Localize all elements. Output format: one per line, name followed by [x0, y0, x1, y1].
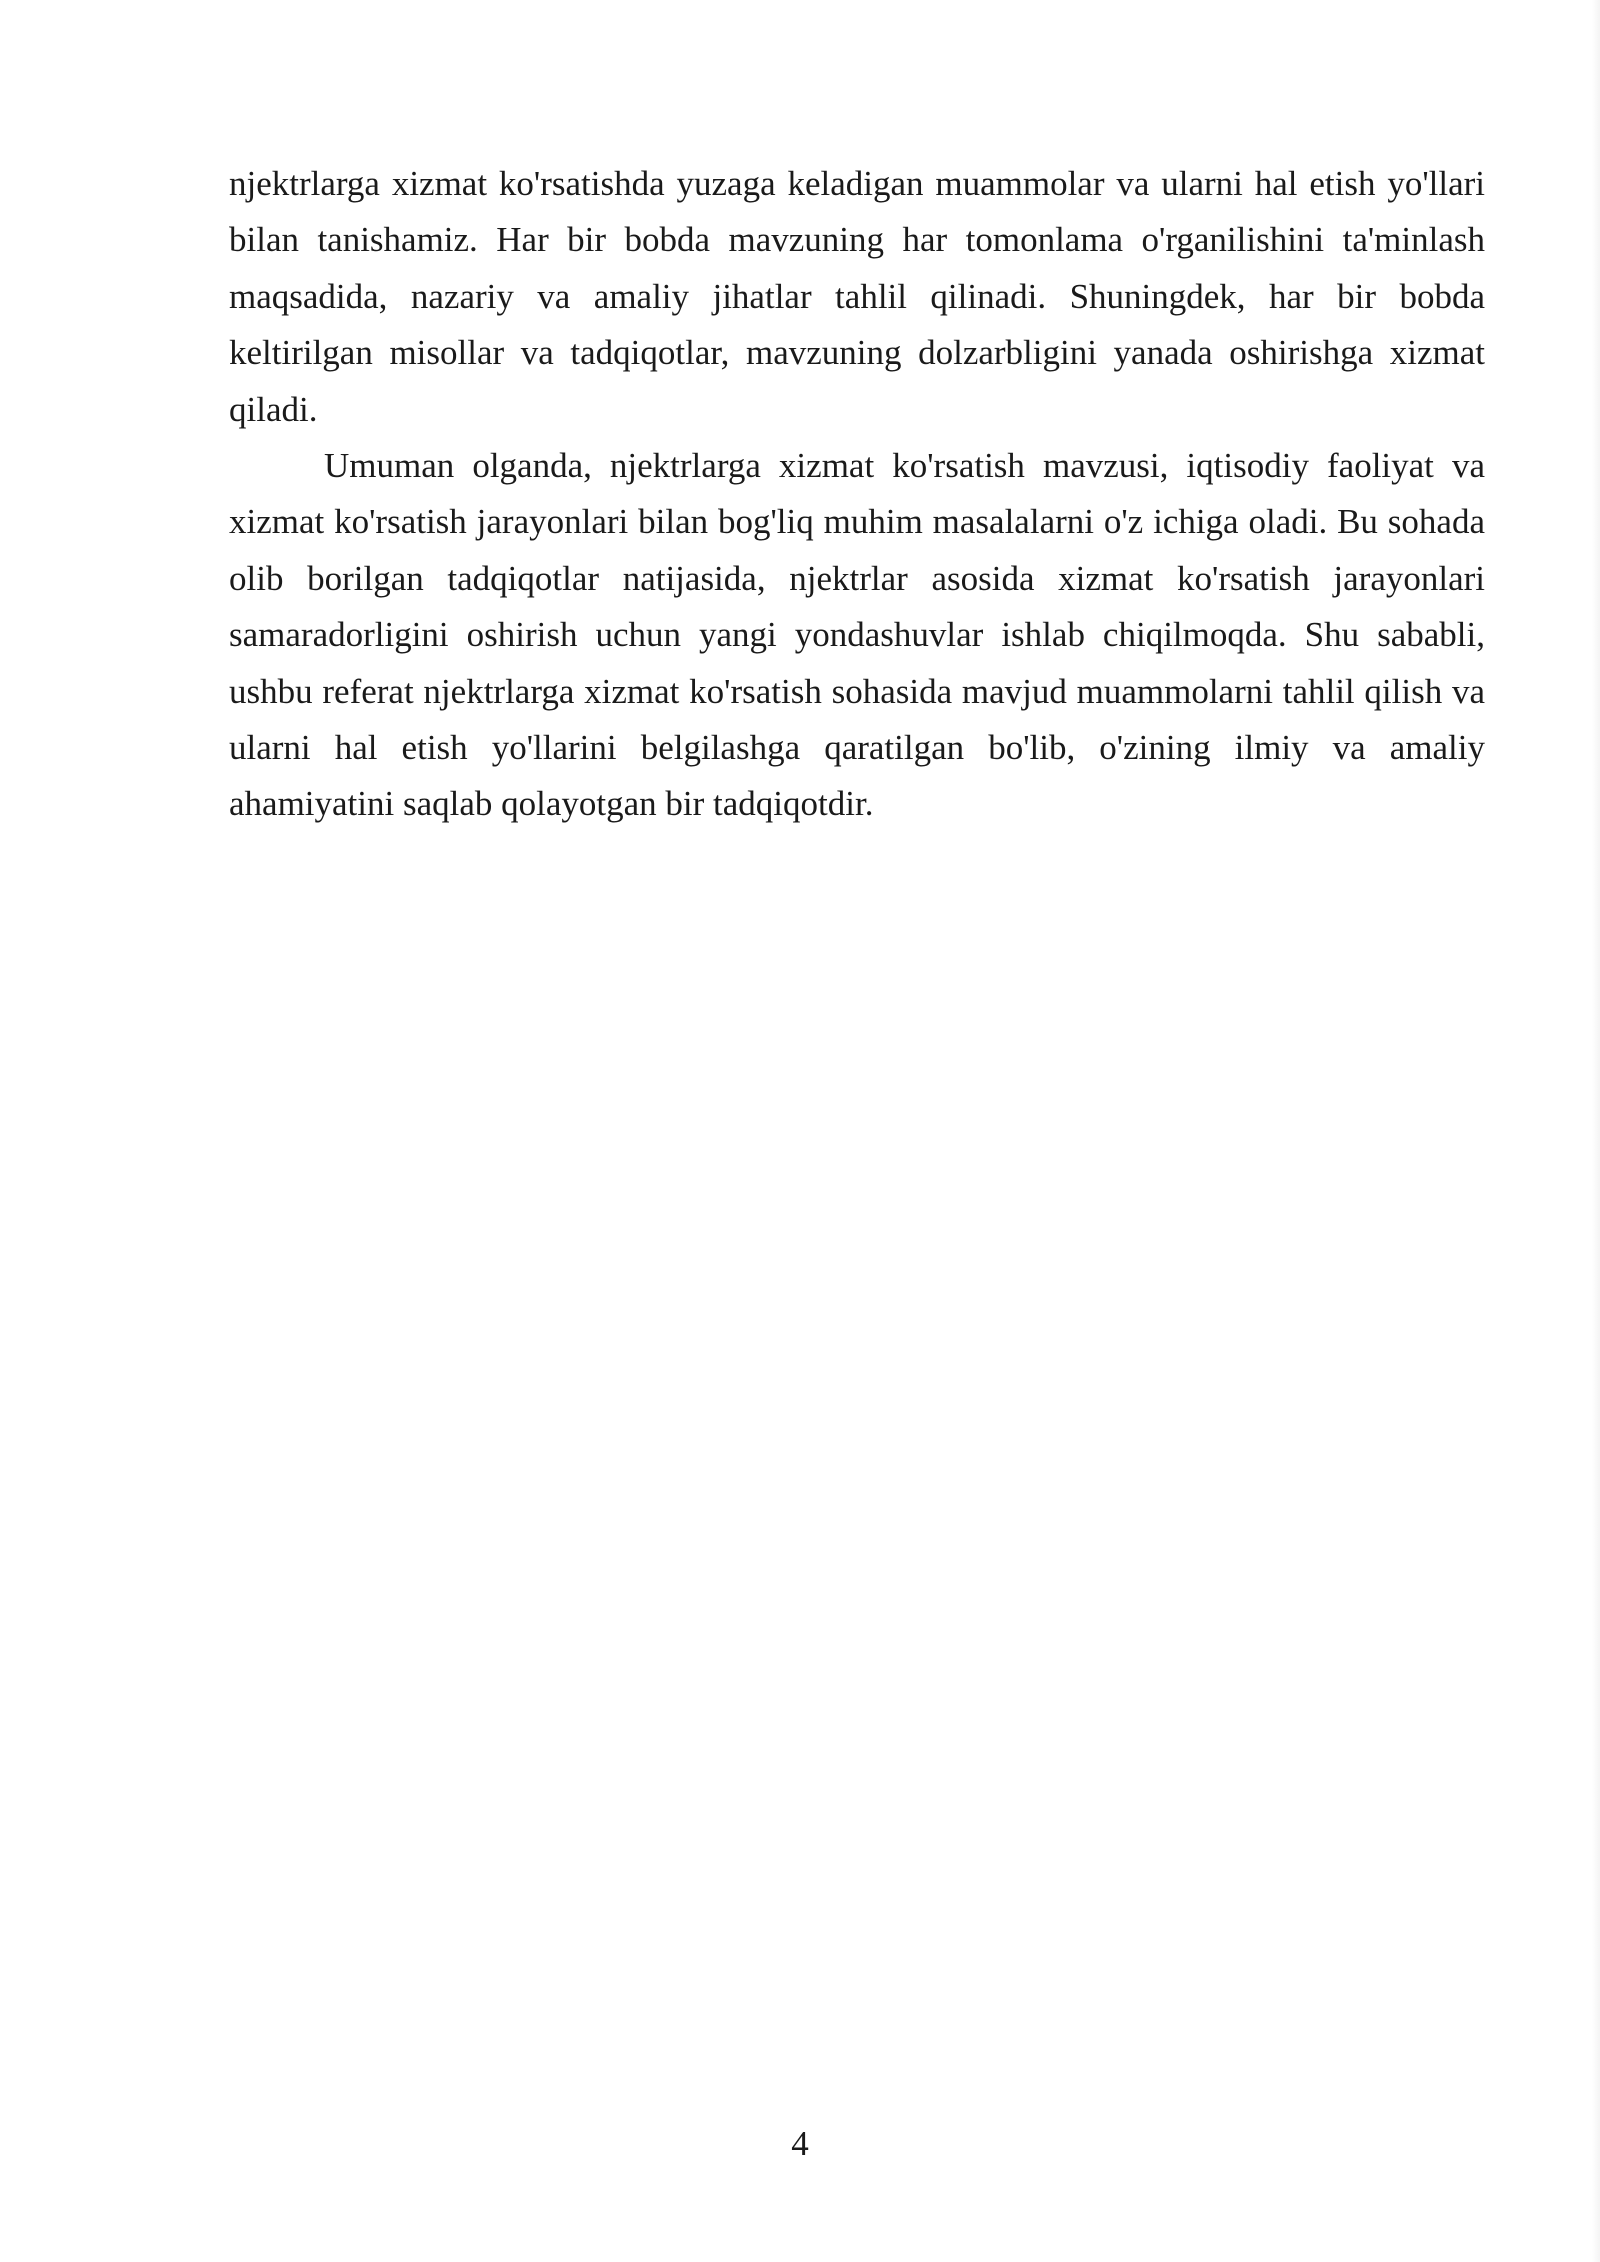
page-edge-shadow — [1592, 0, 1600, 2262]
body-text — [229, 156, 1485, 833]
paragraph-conclusion: Umuman olganda, njektrlarga xizmat ko'rsatish mavzusi, iqtisodiy faoliyat va xizmat ko'rsatish jarayonlari bilan bog'liq muhim masalalarni o'z ichiga oladi. Bu sohada olib borilgan tadqiqotlar natijasida, njektrlar asosida xizmat ko'rsatish jarayonlari samaradorligini oshirish uchun yangi yondashuvlar ishlab chiqilmoqda. Shu sababli, ushbu referat njektrlarga xizmat ko'rsatish sohasida mavjud muammolarni tahlil qilish va ularni hal etish yo'llarini belgilashga qaratilgan bo'lib, o'zining ilmiy va amaliy ahamiyatini saqlab qolayotgan bir tadqiqotdir. — [229, 446, 1485, 824]
page-number: 4 — [791, 2124, 809, 2163]
paragraph-continuation: njektrlarga xizmat ko'rsatishda yuzaga keladigan muammolar va ularni hal etish yo'llari bilan tanishamiz. Har bir bobda mavzuning har tomonlama o'rganilishini ta'minlash maqsadida, nazariy va amaliy jihatlar tahlil qilinadi. Shuningdek, har bir bobda keltirilgan misollar va tadqiqotlar, mavzuning dolzarbligini yanada oshirishga xizmat qiladi. — [229, 164, 1485, 429]
